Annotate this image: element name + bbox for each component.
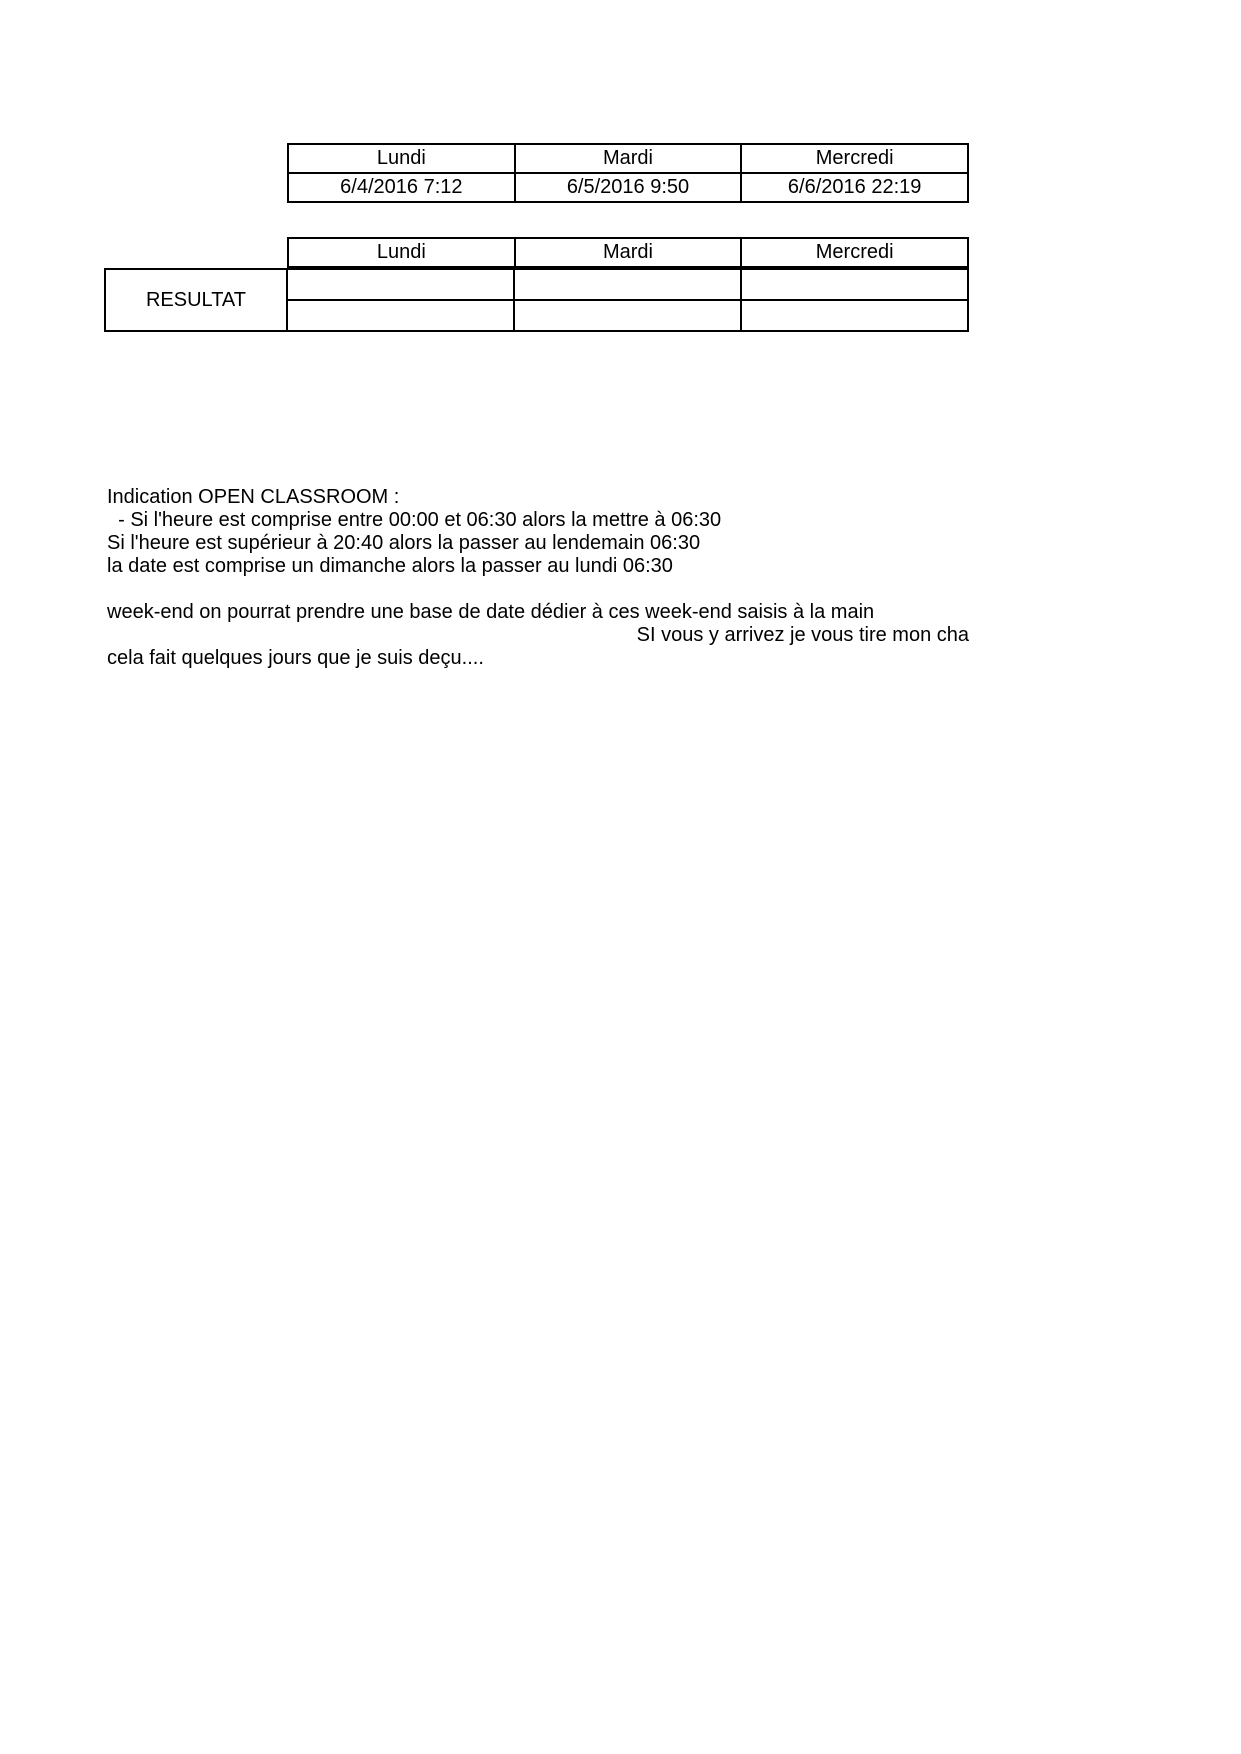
- header-cell-lundi[interactable]: Lundi: [288, 144, 515, 173]
- dates-table: [287, 143, 969, 203]
- result-cell-mercredi-1[interactable]: [741, 269, 968, 300]
- result-cell-lundi-2[interactable]: [287, 300, 514, 331]
- result-table: [104, 268, 969, 332]
- dates-header-row: [288, 144, 968, 173]
- result-cell-lundi-1[interactable]: [287, 269, 514, 300]
- header-cell-mercredi[interactable]: Mercredi: [741, 144, 968, 173]
- result-header-table: [287, 237, 969, 268]
- result-row-1: [105, 269, 968, 300]
- notes-line-5: week-end on pourrat prendre une base de date dédier à ces week-end saisis à la main: [107, 601, 875, 623]
- notes-line-7: cela fait quelques jours que je suis deçu....: [107, 647, 484, 669]
- result-label-cell[interactable]: RESULTAT: [105, 269, 287, 331]
- result-header-mardi[interactable]: Mardi: [515, 238, 742, 267]
- result-cell-mardi-2[interactable]: [514, 300, 741, 331]
- notes-line-1: Indication OPEN CLASSROOM :: [107, 486, 400, 508]
- result-header-row: [288, 238, 968, 267]
- result-header-lundi[interactable]: Lundi: [288, 238, 515, 267]
- notes-spacer: [107, 578, 969, 601]
- result-cell-mardi-1[interactable]: [514, 269, 741, 300]
- notes-line-3: Si l'heure est supérieur à 20:40 alors la passer au lendemain 06:30: [107, 532, 701, 554]
- notes-block: [107, 486, 969, 670]
- notes-line-6: SI vous y arrivez je vous tire mon cha: [636, 624, 969, 646]
- dates-value-row: [288, 173, 968, 202]
- date-cell-mercredi[interactable]: 6/6/2016 22:19: [741, 173, 968, 202]
- notes-line-2: - Si l'heure est comprise entre 00:00 et 06:30 alors la mettre à 06:30: [107, 509, 722, 531]
- date-cell-lundi[interactable]: 6/4/2016 7:12: [288, 173, 515, 202]
- result-header-mercredi[interactable]: Mercredi: [741, 238, 968, 267]
- header-cell-mardi[interactable]: Mardi: [515, 144, 742, 173]
- result-cell-mercredi-2[interactable]: [741, 300, 968, 331]
- notes-line-4: la date est comprise un dimanche alors la passer au lundi 06:30: [107, 555, 673, 577]
- date-cell-mardi[interactable]: 6/5/2016 9:50: [515, 173, 742, 202]
